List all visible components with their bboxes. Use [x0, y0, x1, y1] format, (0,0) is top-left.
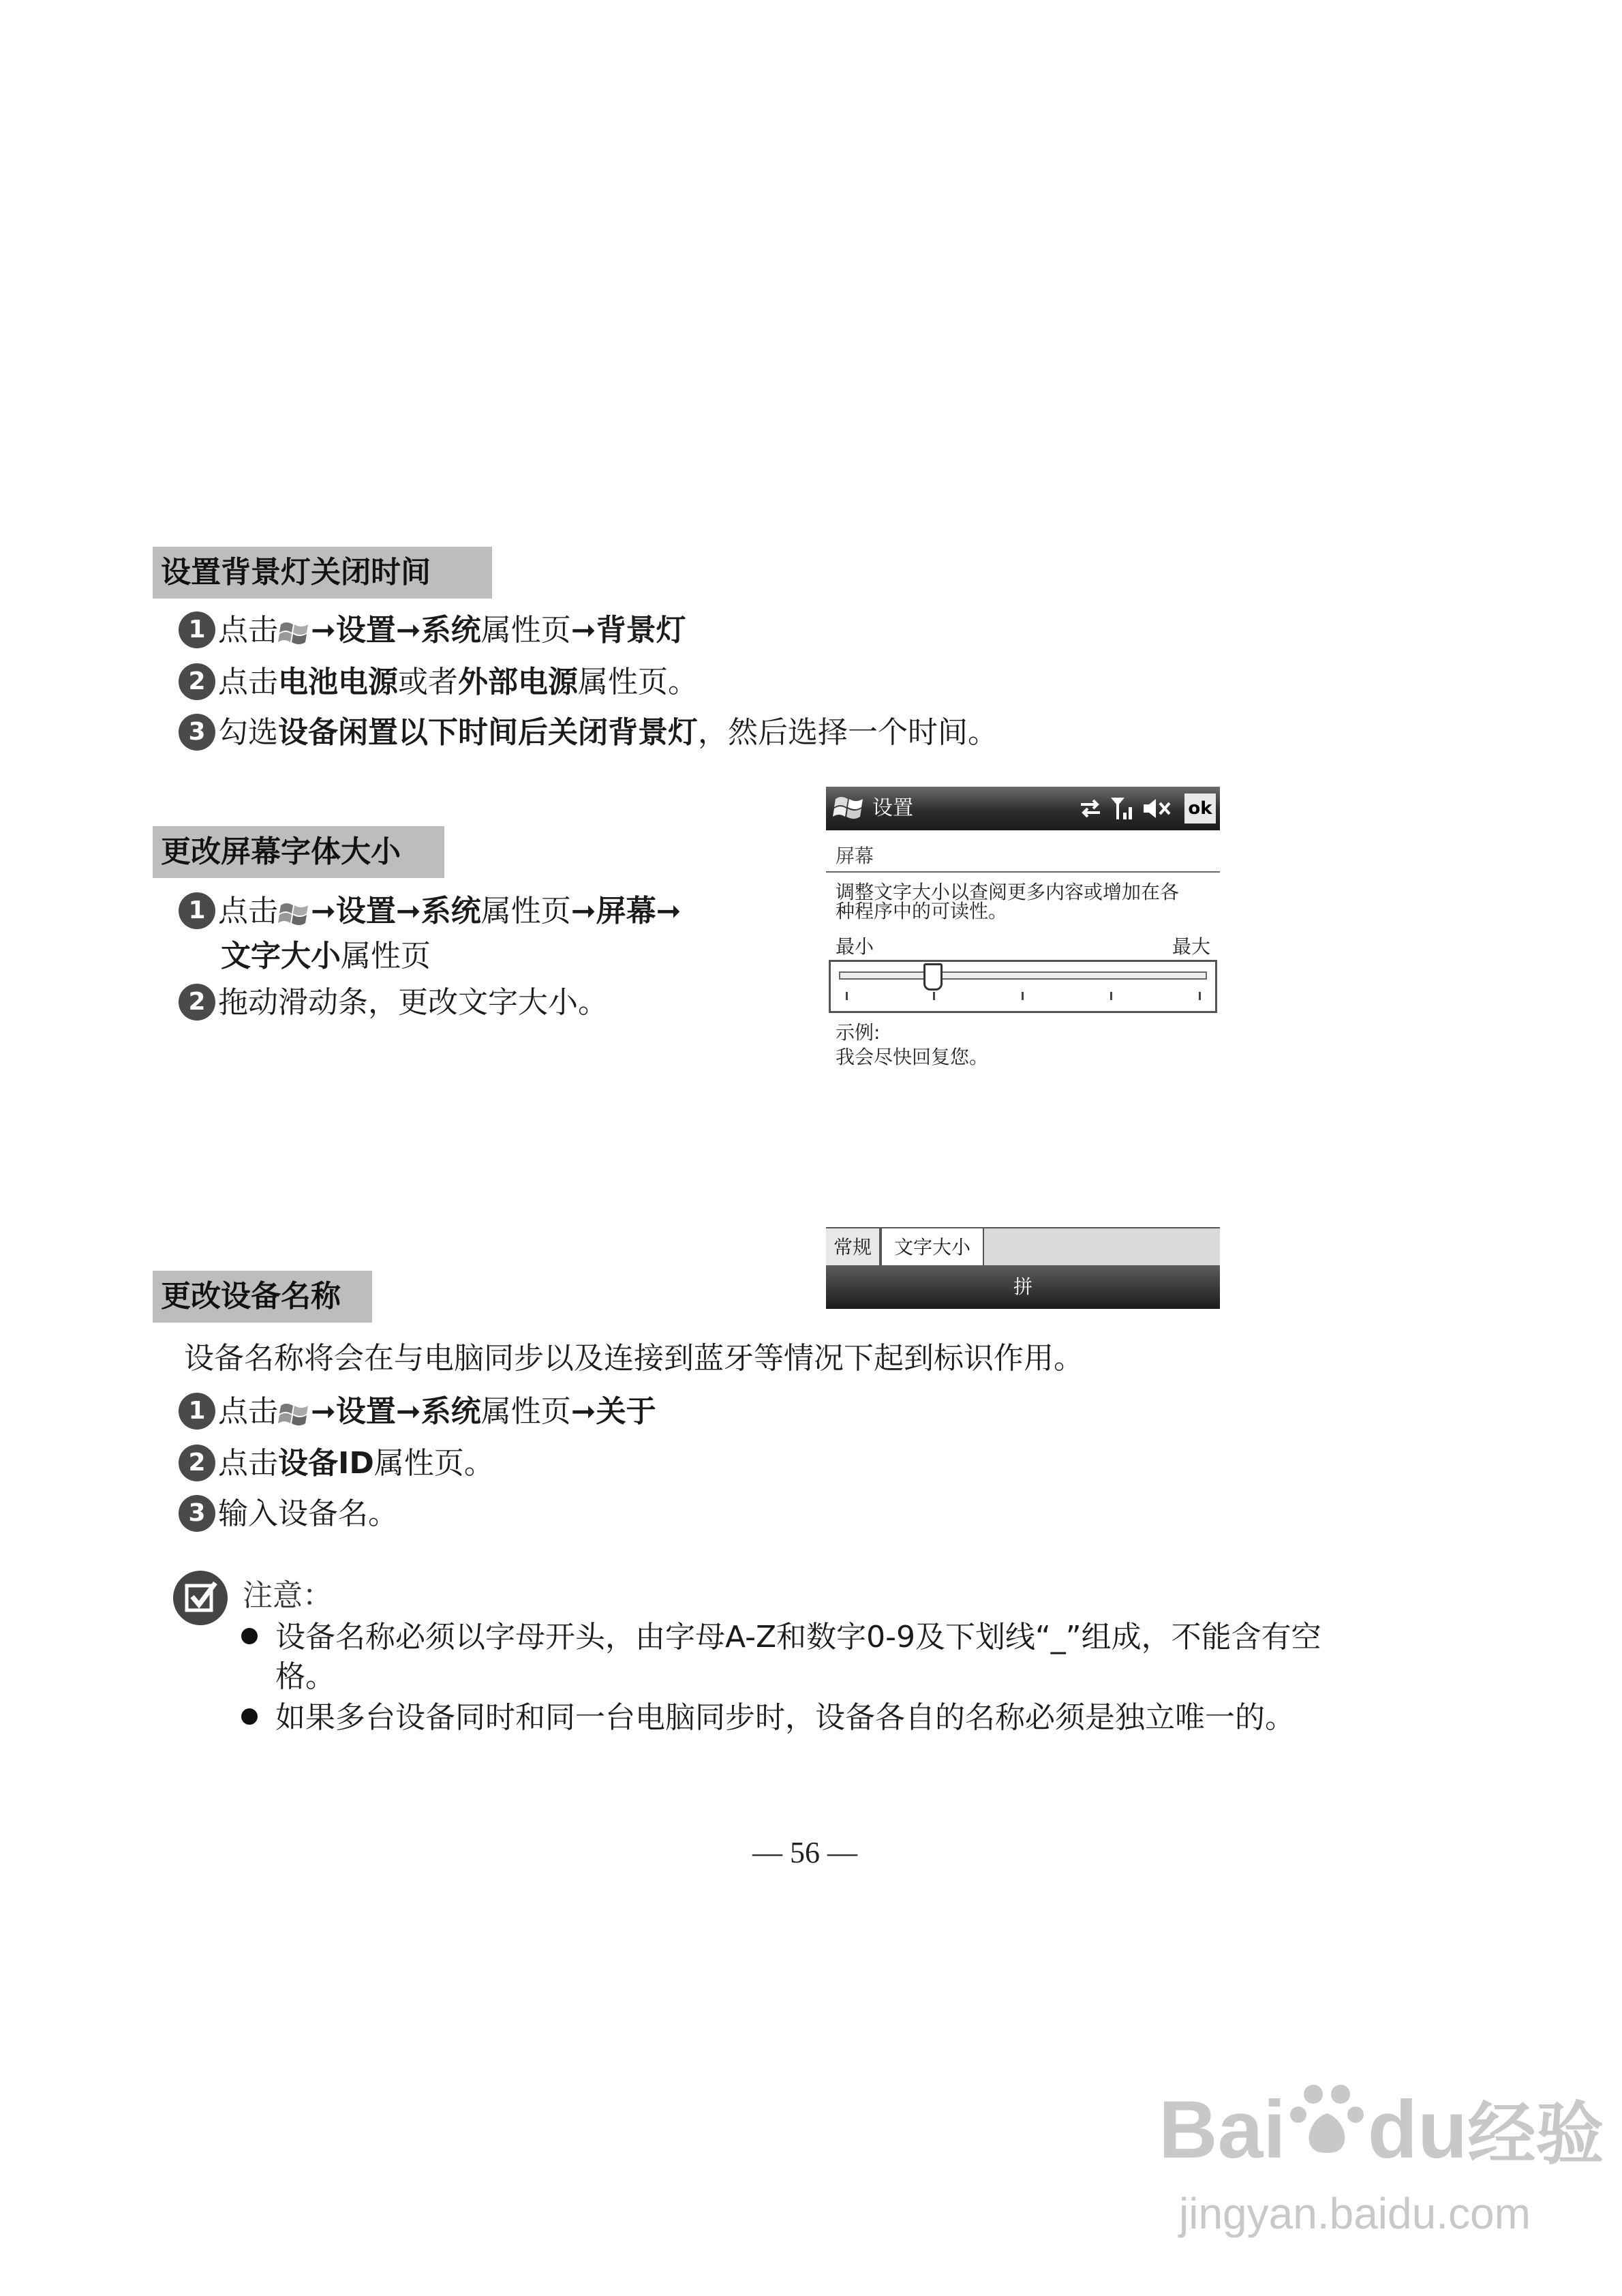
- step-text: 属性页: [341, 939, 431, 973]
- device-screenshot-font-size: [826, 787, 1220, 1080]
- step-text: ，然后选择一个时间。: [698, 715, 998, 750]
- step-3: [179, 712, 998, 754]
- step-bold-text: 设置: [335, 894, 396, 928]
- note-checkbox-icon: [173, 1571, 228, 1625]
- baidu-watermark-logo: [1159, 2079, 1604, 2180]
- arrow-icon: ➞: [311, 1394, 336, 1429]
- step-text: 输入设备名。: [218, 1496, 398, 1531]
- slider-min-label: 最小: [836, 935, 874, 958]
- description-line-1: 调整文字大小以查阅更多内容或增加在各: [836, 881, 1180, 903]
- note-label: 注意：: [243, 1578, 333, 1613]
- step-text: 点击: [218, 665, 278, 699]
- volume-muted-icon: [1142, 796, 1172, 824]
- section-title-font-size: 更改屏幕字体大小: [153, 826, 444, 878]
- input-method-button[interactable]: 拼: [1013, 1275, 1032, 1298]
- step-text: 勾选: [218, 715, 278, 750]
- step-3: [179, 1493, 398, 1535]
- connectivity-icon: [1078, 798, 1103, 822]
- intro-text: 设备名称将会在与电脑同步以及连接到蓝牙等情况下起到标识作用。: [184, 1341, 1084, 1376]
- watermark-brand-2: du: [1367, 2084, 1468, 2175]
- signal-strength-icon: [1110, 796, 1137, 824]
- step-bold-text: 设置: [335, 613, 396, 648]
- example-text: 我会尽快回复您。: [836, 1046, 989, 1068]
- step-bold-text: 背景灯: [596, 613, 686, 648]
- step-text: 拖动滑动条，更改文字大小。: [218, 985, 608, 1020]
- watermark-url: jingyan.baidu.com: [1179, 2189, 1531, 2238]
- slider-tick: [1199, 992, 1201, 1000]
- step-text: 点击: [218, 1446, 278, 1481]
- step-2: [179, 1442, 494, 1485]
- bullet-icon: [241, 1628, 258, 1644]
- bullet-icon: [241, 1708, 258, 1725]
- step-text: 属性页。: [373, 1446, 494, 1481]
- step-text: 点击: [218, 894, 278, 928]
- page-heading: 屏幕: [836, 845, 874, 867]
- step-number-badge: 3: [179, 1495, 215, 1532]
- slider-max-label: 最大: [1172, 935, 1210, 958]
- arrow-icon: ➞: [570, 894, 596, 928]
- step-text: 属性页: [480, 613, 571, 648]
- step-number-badge: 2: [179, 1445, 215, 1481]
- step-bold-text: 设置: [335, 1394, 396, 1429]
- arrow-icon: ➞: [311, 613, 336, 648]
- input-menu-bar: [826, 1265, 1220, 1309]
- step-bold-text: 屏幕: [596, 894, 656, 928]
- step-number-badge: 1: [179, 611, 215, 648]
- arrow-icon: ➞: [570, 613, 596, 648]
- description-line-2: 种程序中的可读性。: [836, 900, 1008, 922]
- page-number: — 56 —: [752, 1836, 857, 1869]
- step-bold-text: 关于: [596, 1394, 656, 1429]
- step-bold-text: 设备ID: [278, 1446, 374, 1481]
- step-bold-text: 系统: [420, 894, 481, 928]
- tab-text-size[interactable]: 文字大小: [881, 1228, 984, 1267]
- ok-button[interactable]: ok: [1184, 794, 1216, 824]
- title-bar: [826, 787, 1220, 830]
- step-1-continued: [221, 935, 431, 978]
- app-title: 设置: [872, 796, 913, 820]
- baidu-paw-icon: [1286, 2079, 1368, 2180]
- step-text: 或者: [398, 665, 458, 699]
- step-2: [179, 661, 698, 704]
- step-number-badge: 2: [179, 984, 215, 1021]
- watermark-cn: 经验: [1467, 2096, 1604, 2173]
- tab-general[interactable]: 常规: [826, 1228, 881, 1267]
- step-bold-text: 外部电源: [458, 665, 578, 699]
- watermark-brand: Bai: [1159, 2084, 1286, 2175]
- section-title-backlight: 设置背景灯关闭时间: [153, 547, 492, 599]
- step-text: 属性页: [480, 894, 571, 928]
- step-number-badge: 3: [179, 714, 215, 751]
- step-2: [179, 982, 608, 1024]
- step-bold-text: 系统: [420, 613, 481, 648]
- divider: [826, 871, 1220, 873]
- note-bullet-1-continued: 格。: [275, 1659, 335, 1694]
- step-bold-text: 系统: [420, 1394, 481, 1429]
- arrow-icon: ➞: [395, 894, 421, 928]
- windows-start-icon[interactable]: [833, 794, 866, 825]
- step-number-badge: 1: [179, 892, 215, 929]
- example-label: 示例:: [836, 1021, 881, 1044]
- step-text: 属性页: [480, 1394, 571, 1429]
- step-text: 点击: [218, 1394, 278, 1429]
- slider-tick: [1022, 992, 1024, 1000]
- note-bullet-2: [241, 1697, 1295, 1738]
- step-number-badge: 1: [179, 1393, 215, 1430]
- step-1: [179, 1391, 656, 1433]
- arrow-icon: ➞: [311, 894, 336, 928]
- step-bold-text: 电池电源: [278, 665, 398, 699]
- step-text: 属性页。: [578, 665, 698, 699]
- slider-tick: [846, 992, 848, 1000]
- slider-tick: [1110, 992, 1112, 1000]
- note-bullet-1: [241, 1617, 1321, 1658]
- step-1: [179, 609, 686, 652]
- bullet-text: 设备名称必须以字母开头，由字母A-Z和数字0-9及下划线“_”组成，不能含有空: [275, 1620, 1321, 1655]
- step-bold-text: 文字大小: [221, 939, 341, 973]
- arrow-icon: ➞: [395, 1394, 421, 1429]
- arrow-icon: ➞: [656, 894, 682, 928]
- windows-start-icon: [278, 616, 311, 643]
- arrow-icon: ➞: [570, 1394, 596, 1429]
- step-1: [179, 890, 682, 933]
- windows-start-icon: [278, 896, 311, 924]
- slider-tick: [933, 992, 935, 1000]
- tab-bar: [826, 1227, 1220, 1267]
- windows-start-icon: [278, 1397, 311, 1424]
- arrow-icon: ➞: [395, 613, 421, 648]
- step-bold-text: 设备闲置以下时间后关闭背景灯: [278, 715, 698, 750]
- step-number-badge: 2: [179, 663, 215, 700]
- font-size-slider[interactable]: [829, 960, 1217, 1013]
- slider-thumb[interactable]: [923, 963, 943, 991]
- step-text: 点击: [218, 613, 278, 648]
- slider-track: [839, 971, 1207, 980]
- section-title-device-name: 更改设备名称: [153, 1271, 372, 1323]
- bullet-text: 如果多台设备同时和同一台电脑同步时，设备各自的名称必须是独立唯一的。: [275, 1700, 1295, 1735]
